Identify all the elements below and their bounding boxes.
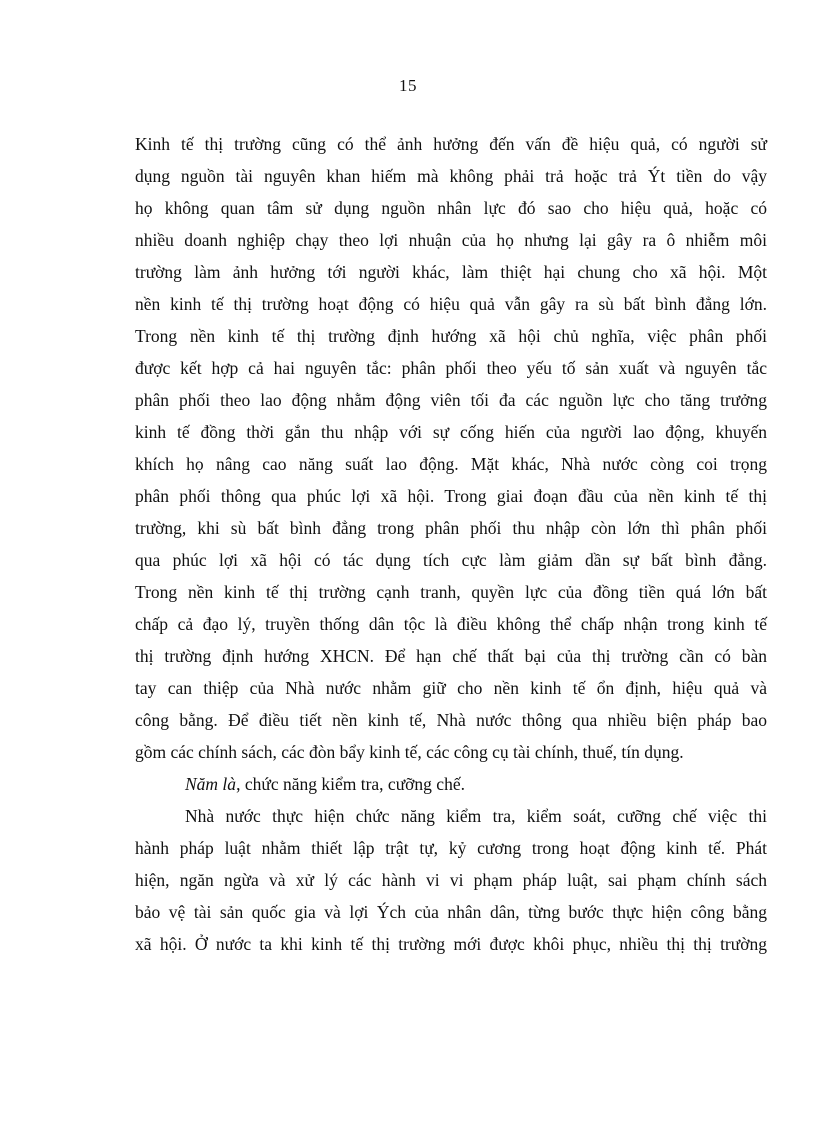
text-line: nhiều doanh nghiệp chạy theo lợi nhuận của họ nhưng lại gây ra ô nhiễm môi (135, 230, 767, 250)
text-line: nền kinh tế thị trường hoạt động có hiệu quả vẫn gây ra sù bất bình đẳng lớn. (135, 294, 767, 314)
text-line: bảo vệ tài sản quốc gia và lợi Ých của nhân dân, từng bước thực hiện công bằng (135, 902, 767, 922)
text-line: qua phúc lợi xã hội có tác dụng tích cực làm giảm dần sự bất bình đẳng. (135, 550, 767, 570)
text-line: hành pháp luật nhằm thiết lập trật tự, kỷ cương trong hoạt động kinh tế. Phát (135, 838, 767, 858)
text-line: tay can thiệp của Nhà nước nhằm giữ cho nền kinh tế ổn định, hiệu quả và (135, 678, 767, 698)
section-lead: Năm là (185, 774, 237, 794)
section-heading (135, 768, 767, 800)
section-lead-rest: , chức năng kiểm tra, cưỡng chế. (236, 774, 465, 794)
text-line: gồm các chính sách, các đòn bẩy kinh tế, các công cụ tài chính, thuế, tín dụng. (135, 742, 684, 762)
text-line: phân phối thông qua phúc lợi xã hội. Trong giai đoạn đầu của nền kinh tế thị (135, 486, 767, 506)
text-line: thị trường định hướng XHCN. Để hạn chế thất bại của thị trường cần có bàn (135, 646, 767, 666)
text-line: trường làm ảnh hưởng tới người khác, làm thiệt hại chung cho xã hội. Một (135, 262, 767, 282)
text-line: Kinh tế thị trường cũng có thể ảnh hưởng đến vấn đề hiệu quả, có người sử (135, 134, 767, 154)
document-body (135, 128, 767, 960)
page-number: 15 (399, 76, 417, 95)
text-line: kinh tế đồng thời gắn thu nhập với sự cống hiến của người lao động, khuyến (135, 422, 767, 442)
text-line: Nhà nước thực hiện chức năng kiểm tra, kiểm soát, cưỡng chế việc thi (185, 806, 767, 826)
text-line: trường, khi sù bất bình đẳng trong phân phối thu nhập còn lớn thì phân phối (135, 518, 767, 538)
text-line: phân phối theo lao động nhằm động viên tối đa các nguồn lực cho tăng trưởng (135, 390, 767, 410)
text-line: công bằng. Để điều tiết nền kinh tế, Nhà nước thông qua nhiều biện pháp bao (135, 710, 767, 730)
text-line: họ không quan tâm sử dụng nguồn nhân lực đó sao cho hiệu quả, hoặc có (135, 198, 767, 218)
text-line: khích họ nâng cao năng suất lao động. Mặt khác, Nhà nước còng coi trọng (135, 454, 767, 474)
text-line: Trong nền kinh tế thị trường cạnh tranh, quyền lực của đồng tiền quá lớn bất (135, 582, 767, 602)
text-line: chấp cả đạo lý, truyền thống dân tộc là điều không thể chấp nhận trong kinh tế (135, 614, 767, 634)
text-line: được kết hợp cả hai nguyên tắc: phân phối theo yếu tố sản xuất và nguyên tắc (135, 358, 767, 378)
text-line: dụng nguồn tài nguyên khan hiếm mà không phải trả hoặc trả Ýt tiền do vậy (135, 166, 767, 186)
text-line: xã hội. Ở nước ta khi kinh tế thị trường mới được khôi phục, nhiều thị thị trường (135, 934, 767, 954)
text-line: Trong nền kinh tế thị trường định hướng xã hội chủ nghĩa, việc phân phối (135, 326, 767, 346)
text-line: hiện, ngăn ngừa và xử lý các hành vi vi phạm pháp luật, sai phạm chính sách (135, 870, 767, 890)
